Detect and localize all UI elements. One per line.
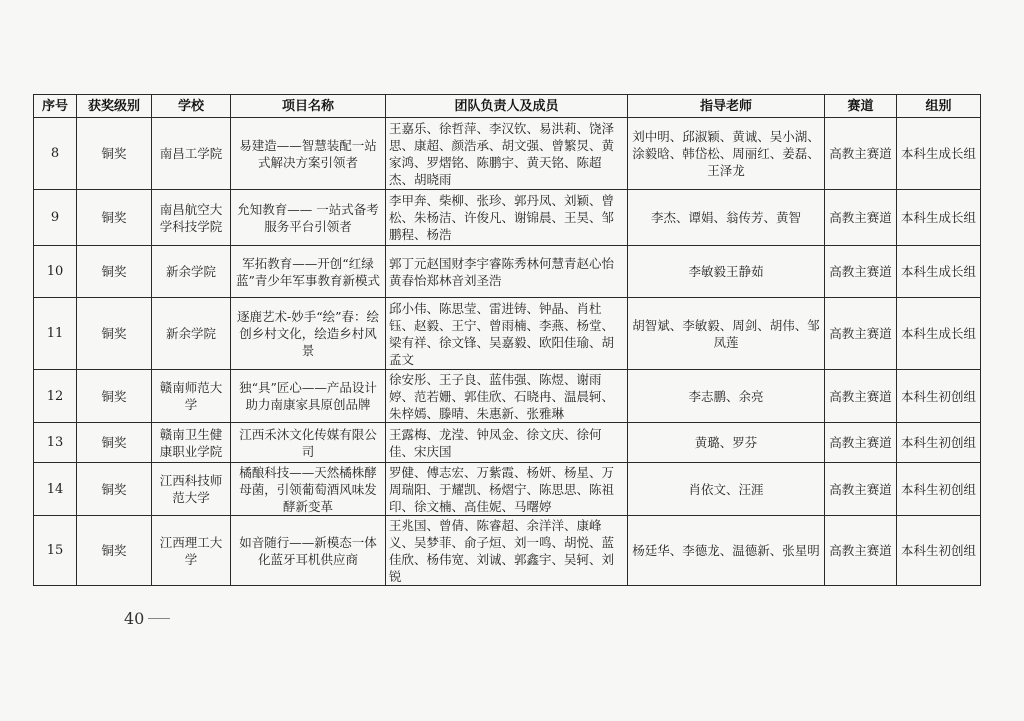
- cell-group: 本科生初创组: [897, 516, 981, 586]
- cell-track: 高教主赛道: [825, 463, 897, 516]
- cell-track: 高教主赛道: [825, 423, 897, 463]
- table-row: [34, 423, 981, 463]
- cell-project: 独“具”匠心——产品设计助力南康家具原创品牌: [231, 370, 386, 423]
- cell-project: 易建造——智慧装配一站式解决方案引领者: [231, 118, 386, 190]
- cell-members: 郭丁元赵国财李宇睿陈秀林何慧青赵心怡黄春怡郑林音刘圣浩: [386, 246, 628, 298]
- cell-school: 南昌工学院: [152, 118, 231, 190]
- cell-members: 邱小伟、陈思莹、雷进铸、钟晶、肖杜钰、赵毅、王宁、曾雨楠、李燕、杨堂、梁有祥、徐文锋、吴嘉毅、欧阳佳瑜、胡孟文: [386, 298, 628, 370]
- cell-mentors: 肖依文、汪涯: [628, 463, 825, 516]
- header-group: 组别: [897, 95, 981, 118]
- cell-group: 本科生初创组: [897, 370, 981, 423]
- cell-level: 铜奖: [77, 118, 152, 190]
- cell-project: 橘酿科技——天然橘株酵母菌，引领葡萄酒风味发酵新变革: [231, 463, 386, 516]
- cell-track: 高教主赛道: [825, 298, 897, 370]
- cell-track: 高教主赛道: [825, 246, 897, 298]
- cell-mentors: 李敏毅王静茹: [628, 246, 825, 298]
- cell-no: 13: [34, 423, 77, 463]
- cell-members: 王兆国、曾倩、陈睿超、余洋洋、康峰义、吴梦菲、俞子烜、刘一鸣、胡悦、蓝佳欣、杨伟宽、刘诚、郭鑫宇、吴轲、刘锐: [386, 516, 628, 586]
- header-no: 序号: [34, 95, 77, 118]
- cell-level: 铜奖: [77, 516, 152, 586]
- cell-no: 9: [34, 190, 77, 246]
- cell-school: 江西科技师范大学: [152, 463, 231, 516]
- cell-track: 高教主赛道: [825, 370, 897, 423]
- cell-members: 徐安彤、王子良、蓝伟强、陈煜、谢雨婷、范若姗、郭佳欣、石晓冉、温晨轲、朱梓嫣、滕晴、朱惠新、张雅琳: [386, 370, 628, 423]
- cell-project: 逐鹿艺术-妙手“绘”春：绘创乡村文化，绘造乡村风景: [231, 298, 386, 370]
- cell-no: 12: [34, 370, 77, 423]
- cell-group: 本科生成长组: [897, 118, 981, 190]
- cell-school: 新余学院: [152, 246, 231, 298]
- cell-mentors: 黄璐、罗芬: [628, 423, 825, 463]
- cell-school: 赣南卫生健康职业学院: [152, 423, 231, 463]
- cell-no: 10: [34, 246, 77, 298]
- table-row: [34, 246, 981, 298]
- cell-no: 11: [34, 298, 77, 370]
- header-project: 项目名称: [231, 95, 386, 118]
- cell-level: 铜奖: [77, 370, 152, 423]
- cell-track: 高教主赛道: [825, 118, 897, 190]
- cell-school: 新余学院: [152, 298, 231, 370]
- cell-members: 王嘉乐、徐哲萍、李汉钦、易洪莉、饶泽思、康超、颜浩承、胡文强、曾繁炅、黄家鸿、罗熠铭、陈鹏宇、黄天铭、陈超杰、胡晓雨: [386, 118, 628, 190]
- cell-group: 本科生成长组: [897, 190, 981, 246]
- table-row: [34, 516, 981, 586]
- cell-members: 李甲奔、柴柳、张珍、郭丹凤、刘颖、曾松、朱杨洁、许俊凡、谢锦晨、王昊、邹鹏程、杨浩: [386, 190, 628, 246]
- award-table: [33, 94, 981, 586]
- cell-no: 15: [34, 516, 77, 586]
- cell-level: 铜奖: [77, 423, 152, 463]
- cell-members: 罗健、傅志宏、万紫霞、杨妍、杨星、万周瑞阳、于耀凯、杨熠宁、陈思思、陈祖印、徐文楠、高佳妮、马曙婷: [386, 463, 628, 516]
- cell-project: 军拓教育——开创“红绿蓝”青少年军事教育新模式: [231, 246, 386, 298]
- table-row: [34, 298, 981, 370]
- cell-level: 铜奖: [77, 190, 152, 246]
- header-row: [34, 95, 981, 118]
- table-row: [34, 118, 981, 190]
- cell-level: 铜奖: [77, 463, 152, 516]
- cell-school: 赣南师范大学: [152, 370, 231, 423]
- cell-no: 8: [34, 118, 77, 190]
- cell-group: 本科生成长组: [897, 246, 981, 298]
- header-school: 学校: [152, 95, 231, 118]
- cell-level: 铜奖: [77, 298, 152, 370]
- cell-mentors: 刘中明、邱淑颖、黄诚、吴小湖、涂毅晗、韩岱松、周丽红、姜磊、王泽龙: [628, 118, 825, 190]
- cell-track: 高教主赛道: [825, 516, 897, 586]
- cell-school: 南昌航空大学科技学院: [152, 190, 231, 246]
- cell-project: 江西禾沐文化传媒有限公司: [231, 423, 386, 463]
- header-track: 赛道: [825, 95, 897, 118]
- table-row: [34, 370, 981, 423]
- cell-group: 本科生初创组: [897, 463, 981, 516]
- cell-mentors: 李杰、谭娟、翁传芳、黄智: [628, 190, 825, 246]
- header-members: 团队负责人及成员: [386, 95, 628, 118]
- table-row: [34, 190, 981, 246]
- cell-mentors: 李志鹏、余亮: [628, 370, 825, 423]
- table-row: [34, 463, 981, 516]
- page-number-dash: [148, 618, 170, 619]
- cell-no: 14: [34, 463, 77, 516]
- header-level: 获奖级别: [77, 95, 152, 118]
- cell-track: 高教主赛道: [825, 190, 897, 246]
- header-mentors: 指导老师: [628, 95, 825, 118]
- cell-group: 本科生成长组: [897, 298, 981, 370]
- cell-school: 江西理工大学: [152, 516, 231, 586]
- cell-members: 王露梅、龙滢、钟凤金、徐文庆、徐何佳、宋庆国: [386, 423, 628, 463]
- cell-level: 铜奖: [77, 246, 152, 298]
- cell-group: 本科生初创组: [897, 423, 981, 463]
- cell-project: 允知教育—— 一站式备考服务平台引领者: [231, 190, 386, 246]
- cell-mentors: 胡智斌、李敏毅、周剑、胡伟、邹凤莲: [628, 298, 825, 370]
- page-number: 40: [124, 609, 145, 628]
- cell-mentors: 杨廷华、李德龙、温德新、张星明: [628, 516, 825, 586]
- cell-project: 如音随行——新模态一体化蓝牙耳机供应商: [231, 516, 386, 586]
